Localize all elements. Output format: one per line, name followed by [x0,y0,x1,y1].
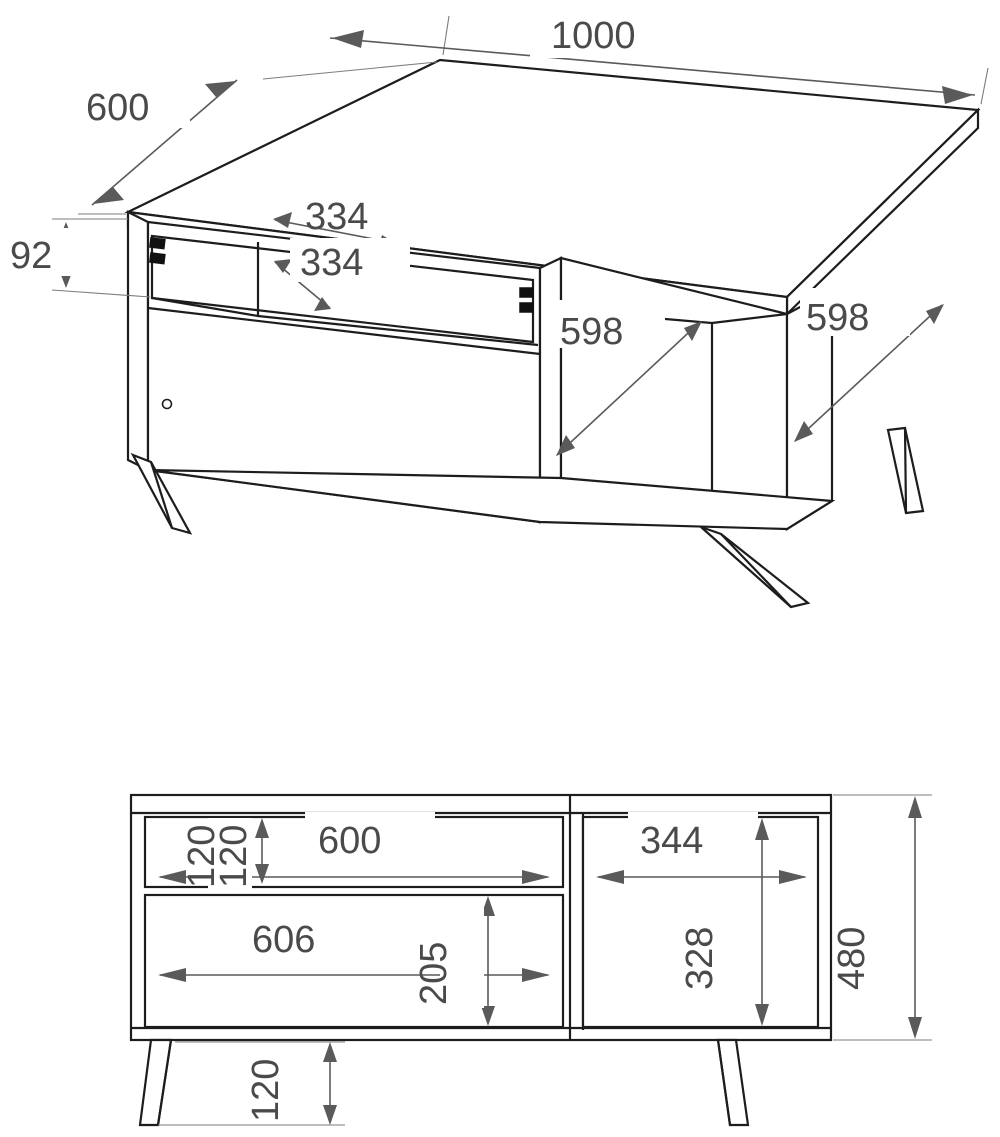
dim-label-iso-drawer-height: 92 [10,235,53,277]
dim-label-front-opening-height: 205 [413,941,455,1005]
dim-front-total-height [831,795,932,1040]
dim-label-front-total-height: 480 [831,926,873,990]
drawer-slide-left-lower [150,253,165,264]
drawer-slide-right-lower [520,303,533,312]
dim-label-iso-shelf-depth-inner: 598 [560,311,624,353]
isometric-view [6,8,988,607]
dim-label-front-drawer-height-2: 120 [213,824,255,888]
dim-label-iso-shelf-depth-outer: 598 [806,297,870,339]
front-view-leg-left [140,1040,171,1125]
dim-label-front-right-width: 344 [640,820,704,862]
dim-label-front-right-height: 328 [679,926,721,990]
dim-label-front-drawer-width: 600 [318,820,382,862]
dim-label-front-drawer-height: 120 [181,824,223,888]
dim-label-iso-drawer-depth-2: 334 [300,242,364,284]
dim-label-iso-depth: 600 [86,87,150,129]
dim-label-iso-width: 1000 [551,15,636,57]
drawer-slide-right-upper [520,288,533,297]
front-view [131,795,932,1125]
leg-front-right-inner [721,534,791,607]
drawer-slide-left-upper [150,238,165,249]
dim-label-front-opening-width: 606 [252,919,316,961]
leg-front-right [701,527,808,607]
leg-back-right-inner [905,428,906,513]
left-side-panel [128,212,148,470]
dim-front-leg-height [158,1042,345,1125]
dim-label-iso-drawer-depth: 334 [305,196,369,238]
front-view-leg-right [718,1040,748,1125]
dim-label-front-leg-height: 120 [245,1058,287,1122]
